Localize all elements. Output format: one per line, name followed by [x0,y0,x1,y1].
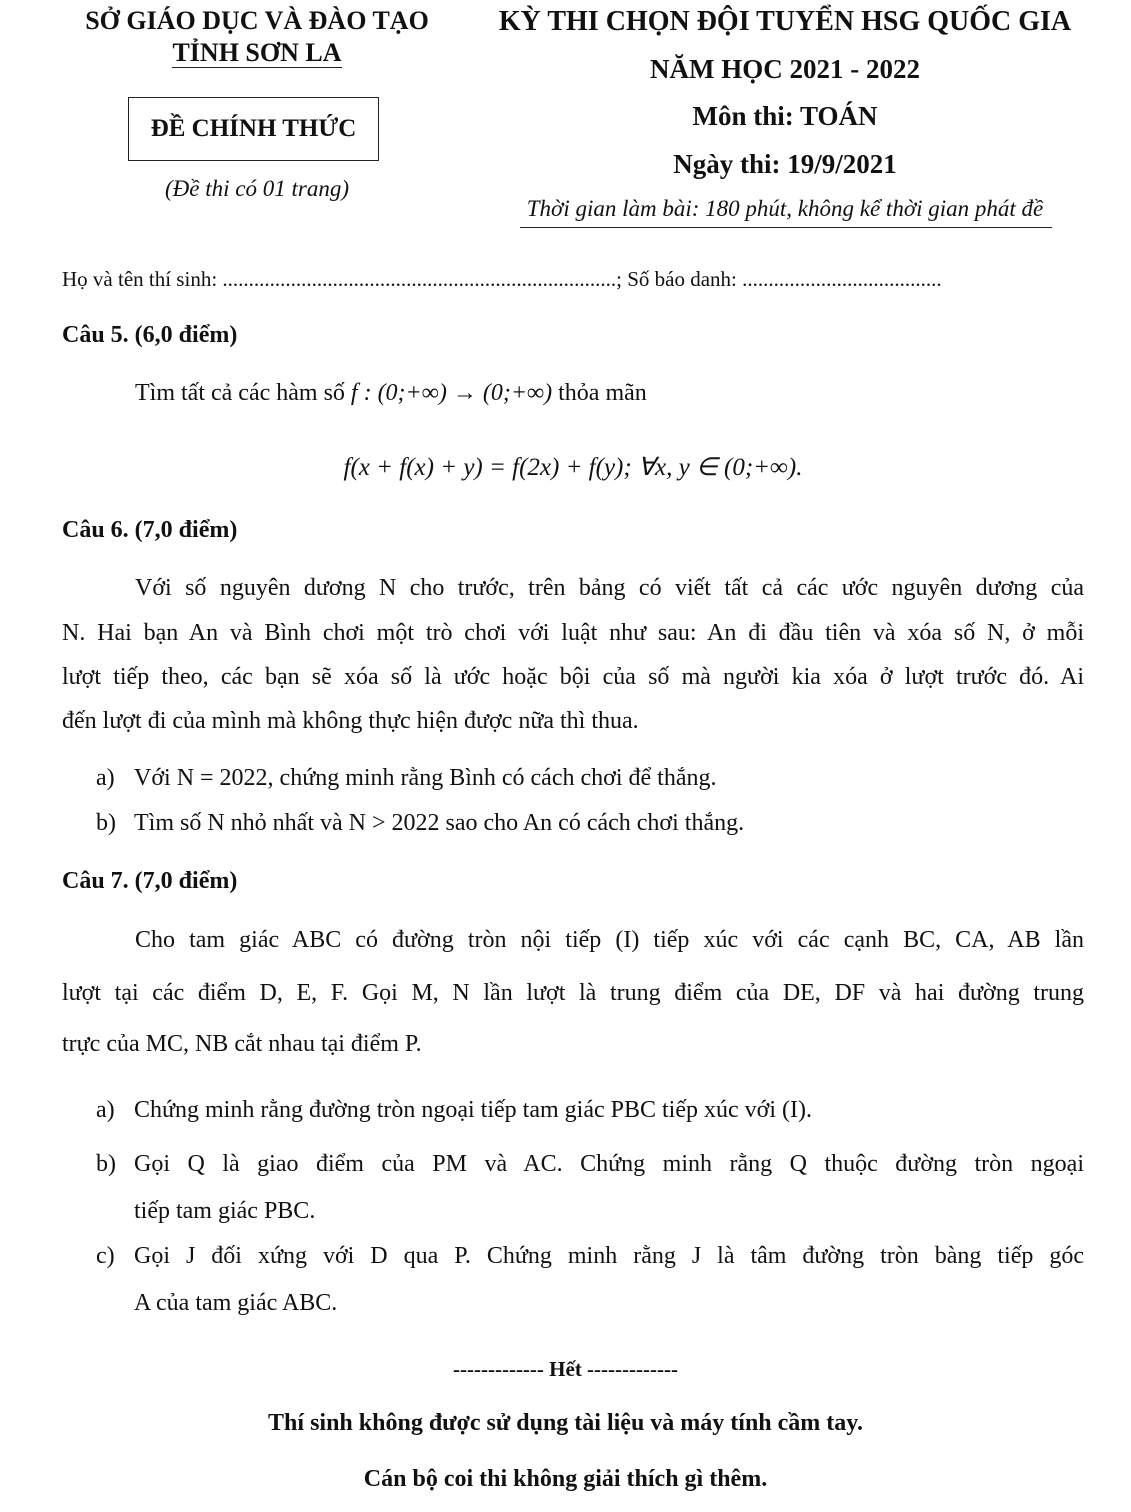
question-7-part-b [96,1151,1084,1178]
exam-duration: Thời gian làm bài: 180 phút, không kể thời gian phát đề [526,196,1044,221]
question-5-intro-text: Tìm tất cả các hàm số [135,380,345,406]
question-5-mapping: f : (0;+∞) → (0;+∞) [350,380,553,406]
question-7-line-1: Cho tam giác ABC có đường tròn nội tiếp (I) tiếp xúc với các cạnh BC, CA, AB lần [135,927,1084,953]
part-text: Gọi Q là giao điểm của PM và AC. Chứng minh rằng Q thuộc đường tròn ngoại [134,1151,1084,1177]
question-5-equation: f(x + f(x) + y) = f(2x) + f(y); ∀x, y ∈ (0;+∞). [343,454,803,481]
part-label: c) [96,1243,115,1269]
end-marker: ------------- Hết ------------- [453,1357,678,1381]
question-7-line-3: trực của MC, NB cắt nhau tại điểm P. [62,1031,422,1057]
question-6-part-b [96,810,744,837]
exam-subject: Môn thi: TOÁN [692,101,878,131]
header-divider [520,227,1052,228]
question-7-part-b-cont: tiếp tam giác PBC. [134,1198,316,1224]
school-year: NĂM HỌC 2021 - 2022 [650,54,920,84]
question-6-title: Câu 6. (7,0 điểm) [62,517,238,543]
question-7-part-c [96,1243,1084,1270]
footer-note-2: Cán bộ coi thi không giải thích gì thêm. [363,1466,768,1492]
part-label: b) [96,810,116,836]
candidate-id-field[interactable]: ...................................... [742,267,942,291]
question-6-line-2: N. Hai bạn An và Bình chơi một trò chơi với luật như sau: An đi đầu tiên và xóa số N, ở mỗi [62,620,1084,646]
question-6-line-4: đến lượt đi của mình mà không thực hiện được nữa thì thua. [62,708,639,734]
question-5-intro-tail: thỏa mãn [558,380,647,406]
part-text: Gọi J đối xứng với D qua P. Chứng minh rằng J là tâm đường tròn bàng tiếp góc [134,1243,1084,1269]
question-7-part-c-cont: A của tam giác ABC. [134,1290,338,1316]
question-5-title: Câu 5. (6,0 điểm) [62,322,238,348]
question-7-line-2: lượt tại các điểm D, E, F. Gọi M, N lần lượt là trung điểm của DE, DF và hai đường trung [62,980,1084,1006]
part-label: a) [96,1097,115,1123]
department-name: SỞ GIÁO DỤC VÀ ĐÀO TẠO [85,6,429,35]
question-7-part-a [96,1097,812,1124]
part-label: a) [96,765,115,791]
official-exam-label: ĐỀ CHÍNH THỨC [128,97,379,161]
question-6-line-3: lượt tiếp theo, các bạn sẽ xóa số là ước hoặc bội của số mà người kia xóa ở lượt trước đó. Ai [62,664,1084,690]
candidate-info-line [62,267,1084,292]
question-7-title: Câu 7. (7,0 điểm) [62,868,238,894]
exam-date: Ngày thi: 19/9/2021 [673,149,897,179]
question-6-part-a [96,765,716,792]
question-5-intro [135,380,647,407]
page-count-note: (Đề thi có 01 trang) [165,176,349,201]
question-6-line-1: Với số nguyên dương N cho trước, trên bảng có viết tất cả các ước nguyên dương của [135,575,1084,601]
part-text: Chứng minh rằng đường tròn ngoại tiếp tam giác PBC tiếp xúc với (I). [134,1097,812,1123]
candidate-name-field[interactable]: ........................................................................... [222,267,617,291]
footer-note-1: Thí sinh không được sử dụng tài liệu và máy tính cầm tay. [268,1410,863,1436]
part-label: b) [96,1151,116,1177]
candidate-id-label: ; Số báo danh: [616,267,743,291]
part-text: Với N = 2022, chứng minh rằng Bình có cách chơi để thắng. [134,765,717,791]
province-name-text: TỈNH SƠN LA [172,38,342,67]
candidate-name-label: Họ và tên thí sinh: [62,267,223,291]
part-text: Tìm số N nhỏ nhất và N > 2022 sao cho An có cách chơi thắng. [134,810,745,836]
province-name [62,38,452,68]
exam-name: KỲ THI CHỌN ĐỘI TUYỂN HSG QUỐC GIA [498,6,1072,37]
